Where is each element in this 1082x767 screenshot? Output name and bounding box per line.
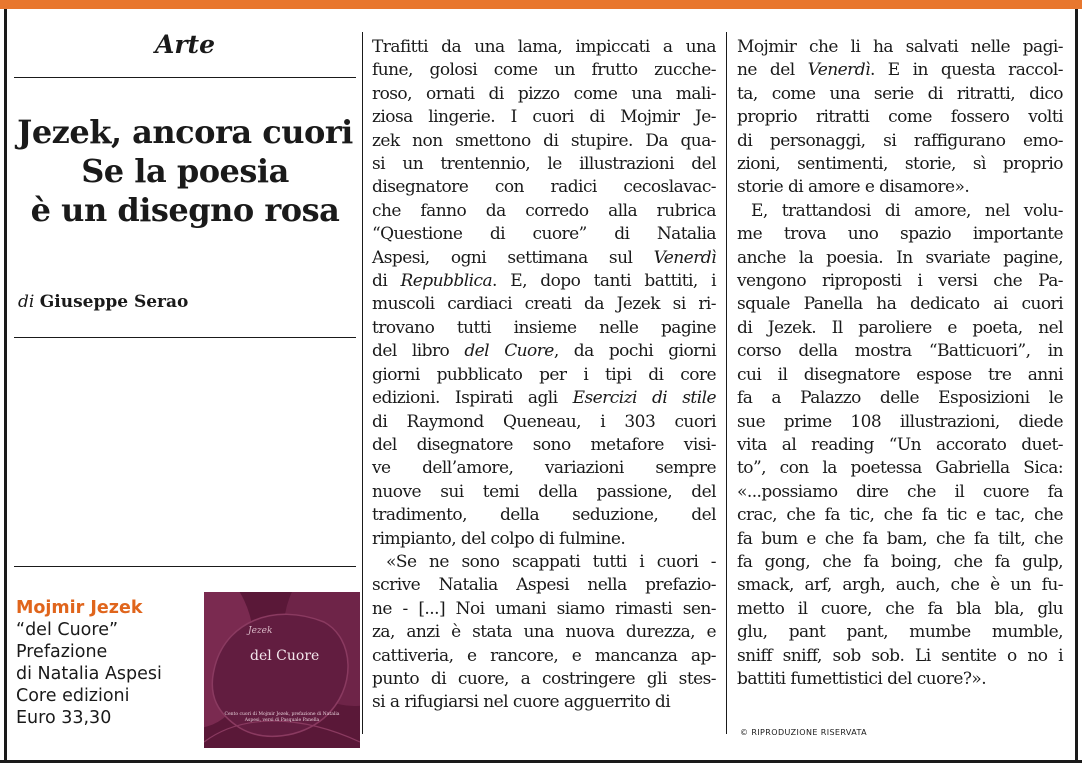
book-title: “del Cuore” (16, 620, 119, 640)
text-line (737, 176, 1063, 199)
text-line (737, 59, 1063, 82)
text-run: ne - [...] Noi umani siamo rimasti sen- (372, 598, 716, 619)
text-line (372, 247, 716, 270)
text-line (372, 317, 716, 340)
body-column-2 (737, 36, 1063, 691)
byline (18, 291, 188, 313)
text-line (737, 83, 1063, 106)
text-run: smack, arf, argh, auch, che è un fu- (737, 575, 1063, 596)
text-run: del disegnatore sono metafore visi- (372, 434, 716, 455)
cover-title: del Cuore (250, 648, 320, 664)
book-info (16, 597, 196, 729)
text-run: nuove sui temi della passione, del (372, 481, 716, 502)
byline-divider (14, 337, 356, 338)
text-run: ta, come una serie di ritratti, dico (737, 83, 1063, 104)
text-line (372, 36, 716, 59)
text-run: scrive Natalia Aspesi nella prefazio- (372, 575, 716, 596)
text-run: trovano tutti insieme nelle pagine (372, 317, 716, 338)
text-line (737, 36, 1063, 59)
text-run: di personaggi, si raffigurano emo- (737, 130, 1063, 151)
text-run: “Questione di cuore” di Natalia (372, 224, 716, 245)
book-price: Euro 33,30 (16, 708, 112, 728)
top-accent-rule (0, 0, 1082, 9)
text-line (372, 621, 716, 644)
text-line (372, 528, 716, 551)
book-cover-heart-art (204, 592, 360, 748)
text-line (372, 481, 716, 504)
text-line (372, 668, 716, 691)
text-run: sue prime 108 illustrazioni, diede (737, 411, 1063, 432)
text-line (372, 411, 716, 434)
book-preface: Prefazione (16, 642, 108, 662)
book-author: Mojmir Jezek (16, 598, 143, 618)
text-line (737, 153, 1063, 176)
text-line (737, 200, 1063, 223)
text-run: si a rifugiarsi nel cuore agguerrito di (372, 692, 671, 713)
text-run: di (372, 271, 401, 292)
headline-line: Se la poesia (81, 152, 289, 190)
text-line (737, 317, 1063, 340)
text-run: vita al reading “Un accorato duet- (737, 434, 1063, 455)
text-run: fa a Palazzo delle Esposizioni le (737, 388, 1063, 409)
headline-line: è un disegno rosa (30, 191, 340, 229)
body-column-1 (372, 36, 716, 715)
text-run: si un trentennio, le illustrazioni del (372, 154, 716, 175)
text-run: Mojmir che li ha salvati nelle pagi- (737, 37, 1063, 57)
text-run: di Raymond Queneau, i 303 cuori (372, 411, 716, 432)
text-line (372, 387, 716, 410)
text-run: crac, che fa tic, che fa tic e tac, che (737, 505, 1063, 526)
text-line (737, 387, 1063, 410)
text-run: zek non smettono di stupire. Da qua- (372, 130, 716, 151)
text-run: vengono riproposti i versi che Pa- (737, 271, 1063, 292)
bottom-rule (0, 760, 1082, 763)
text-line (737, 340, 1063, 363)
italic-text: Venerdì (807, 60, 870, 81)
text-run: di Jezek. Il paroliere e poeta, nel (737, 317, 1063, 338)
text-run: fa gong, che fa boing, che fa gulp, (737, 551, 1063, 572)
text-run: . E in questa raccol- (869, 60, 1063, 81)
italic-text: Repubblica (400, 271, 493, 292)
text-line (737, 528, 1063, 551)
text-line (372, 598, 716, 621)
text-line (737, 247, 1063, 270)
text-line (737, 551, 1063, 574)
text-run: «Se ne sono scappati tutti i cuori - (386, 551, 716, 572)
frame-right-border (1075, 9, 1078, 763)
text-line (372, 130, 716, 153)
text-run: Trafitti da una lama, impiccati a una (372, 37, 716, 57)
text-line (372, 223, 716, 246)
text-line (737, 598, 1063, 621)
text-run: tradimento, della seduzione, del (372, 505, 716, 526)
text-line (737, 364, 1063, 387)
article-header-column (14, 9, 356, 759)
text-run: ne del (737, 60, 808, 81)
text-run: del libro (372, 341, 465, 362)
text-line (372, 574, 716, 597)
italic-text: Esercizi di stile (572, 388, 716, 409)
text-line (737, 293, 1063, 316)
text-run: cui il disegnatore espose tre anni (737, 364, 1063, 385)
text-run: «...possiamo dire che il cuore fa (737, 481, 1063, 502)
text-run: rimpianto, del colpo di fulmine. (372, 528, 626, 549)
text-line (372, 551, 716, 574)
text-line (372, 59, 716, 82)
text-line (737, 668, 1063, 691)
text-line (737, 106, 1063, 129)
book-publisher: Core edizioni (16, 686, 130, 706)
book-cover-image (204, 592, 360, 748)
text-line (372, 340, 716, 363)
italic-text: del Cuore (464, 341, 554, 362)
text-run: squale Panella ha dedicato ai cuori (737, 294, 1063, 315)
text-run: glu, pant pant, mumbe mumble, (737, 622, 1063, 643)
text-run: proprio ritratti come fossero volti (737, 107, 1063, 128)
text-run: muscoli cardiaci creati da Jezek si ri- (372, 294, 716, 315)
text-line (737, 481, 1063, 504)
section-divider (14, 77, 356, 78)
book-box-divider (14, 566, 356, 567)
text-run: sniff sniff, sob sob. Li sentite o no i (737, 645, 1063, 666)
cover-author: Jezek (248, 626, 273, 636)
text-line (372, 270, 716, 293)
text-run: me trova uno spazio importante (737, 224, 1063, 245)
text-run: anche la poesia. In svariate pagine, (737, 247, 1063, 268)
author-name: Giuseppe Serao (39, 292, 189, 312)
text-run: che fanno da corredo alla rubrica (372, 200, 716, 221)
text-run: zioni, sentimenti, storie, sì proprio (737, 154, 1063, 175)
text-run: edizioni. Ispirati agli (372, 388, 573, 409)
text-line (372, 153, 716, 176)
section-label: Arte (154, 30, 216, 59)
text-run: punto di cuore, a costringere gli stes- (372, 668, 716, 689)
text-run: roso, ornati di pizzo come una mali- (372, 83, 716, 104)
text-run: Aspesi, ogni settimana sul (372, 247, 654, 268)
text-line (372, 364, 716, 387)
text-line (372, 457, 716, 480)
text-run: to”, con la poetessa Gabriella Sica: (737, 458, 1063, 479)
cover-blurb: Cento cuori di Mojmir Jezek, prefazione di Natalia Aspesi, versi di Pasquale Panella (224, 712, 340, 723)
text-line (737, 434, 1063, 457)
text-line (372, 176, 716, 199)
text-run: disegnatore con radici cecoslavac- (372, 177, 716, 198)
text-line (737, 457, 1063, 480)
column-rule (362, 32, 363, 734)
book-preface-author: di Natalia Aspesi (16, 664, 162, 684)
text-line (372, 106, 716, 129)
italic-text: Venerdì (653, 247, 716, 268)
text-run: cattiveria, e rancore, e mancanza ap- (372, 645, 716, 666)
text-line (372, 83, 716, 106)
text-line (737, 130, 1063, 153)
text-line (737, 574, 1063, 597)
text-line (372, 293, 716, 316)
text-line (372, 504, 716, 527)
text-line (372, 645, 716, 668)
text-run: za, anzi è stata una nuova durezza, e (372, 622, 716, 643)
text-run: fa bum e che fa bam, che fa tilt, che (737, 528, 1063, 549)
text-run: ve dell’amore, variazioni sempre (372, 458, 716, 479)
text-run: corso della mostra “Batticuori”, in (737, 341, 1063, 362)
headline-line: Jezek, ancora cuori (17, 113, 353, 151)
text-line (372, 434, 716, 457)
byline-prefix: di (18, 292, 35, 312)
text-run: E, trattandosi di amore, nel volu- (751, 200, 1063, 221)
text-run: , da pochi giorni (553, 341, 716, 362)
text-run: storie di amore e disamore». (737, 177, 970, 198)
text-line (737, 504, 1063, 527)
text-run: metto il cuore, che fa bla bla, glu (737, 598, 1063, 619)
text-line (737, 223, 1063, 246)
text-run: ziosa lingerie. I cuori di Mojmir Je- (372, 107, 716, 128)
text-run: fune, golosi come un frutto zucche- (372, 60, 716, 81)
copyright-notice: © RIPRODUZIONE RISERVATA (740, 728, 868, 737)
text-line (372, 691, 716, 714)
text-run: giorni pubblicato per i tipi di core (372, 364, 716, 385)
text-run: battiti fumettistici del cuore?». (737, 668, 987, 689)
text-line (372, 200, 716, 223)
column-rule (726, 32, 727, 734)
text-line (737, 270, 1063, 293)
text-line (737, 411, 1063, 434)
frame-left-border (4, 9, 7, 763)
text-run: . E, dopo tanti battiti, i (492, 271, 716, 292)
text-line (737, 645, 1063, 668)
text-line (737, 621, 1063, 644)
headline (14, 113, 356, 230)
